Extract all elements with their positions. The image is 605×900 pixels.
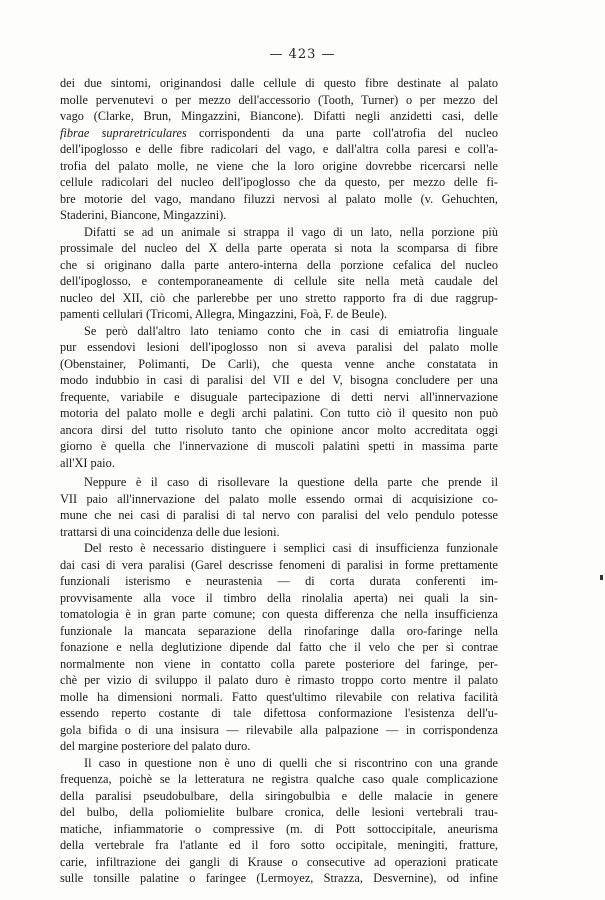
text-line: Del resto è necessario distinguere i semplici casi di insufficienza funzionale	[84, 541, 498, 555]
text-line: del bulbo, della poliomielite bulbare cronica, delle lesioni vertebrali trau-	[60, 805, 498, 819]
text-line: all'XI paio.	[60, 455, 115, 470]
text-line: Neppure è il caso di risollevare la questione della parte che prende il	[84, 475, 498, 489]
text-line: frequente, variabile e disuguale partecipazione di detti nervi all'innervazione	[60, 389, 498, 404]
text-line: della vertebrale fra l'atlante ed il foro sotto occipitale, meningiti, fratture,	[60, 838, 498, 852]
body-text	[60, 75, 498, 887]
text-line: carie, infiltrazione dei gangli di Krause o consecutive ad operazioni praticate	[60, 854, 498, 869]
text-line: sulle tonsille palatine o faringee (Lermoyez, Strazza, Desvernine), od infine	[60, 871, 498, 885]
text-line: frequenza, poichè se la letteratura ne registra qualche caso quale complicazione	[60, 772, 498, 786]
text-line: provvisamente alla voce il timbro della rinolalia aperta) nei quali la sin-	[60, 590, 498, 605]
text-line: che si originano dalla parte antero-interna della porzione cefalica del nucleo	[60, 257, 498, 272]
text-line: funzionali isterismo e neurastenia — di corta durata conferenti im-	[60, 574, 498, 588]
text-line: trofia del palato molle, ne viene che la loro origine dovrebbe ricercarsi nelle	[60, 158, 498, 173]
text-line: tomatologia è in gran parte comune; con questa differenza che nella insufficienza	[60, 607, 498, 621]
text-line: prossimale del nucleo del X della parte operata si nota la scomparsa di fibre	[60, 241, 498, 255]
text-line: chè per vizio di sviluppo il palato duro è rimasto troppo corto mentre il palato	[60, 673, 498, 687]
text-line: Difatti se ad un animale si strappa il vago di un lato, nella porzione più	[84, 224, 498, 239]
text-line: molle ha dimensioni normali. Fatto quest'ultimo rilevabile con relativa facilità	[60, 689, 498, 704]
text-line: ancora dirsi del tutto risoluto tanto che opinione ancor molto accreditata oggi	[60, 422, 498, 437]
text-line: normalmente non viene in contatto colla parete posteriore del faringe, per-	[60, 656, 498, 671]
text-line: vago (Clarke, Brun, Mingazzini, Biancone). Difatti negli anzidetti casi, delle	[60, 109, 498, 123]
text-line: bre motorie del vago, mandano filuzzi nervosi al palato molle (v. Gehuchten,	[60, 191, 498, 206]
text-line: della paralisi pseudobulbare, della siringobulbia e delle malacie in genere	[60, 788, 498, 803]
text-line: Se però dall'altro lato teniamo conto che in casi di emiatrofia linguale	[84, 323, 498, 338]
text-line: nucleo del XII, ciò che parlerebbe per uno stretto rapporto fra di due raggrup-	[60, 290, 498, 305]
text-line: dai casi di vera paralisi (Garel descrisse fenomeni di paralisi in forme prettamente	[60, 557, 498, 572]
text-line: modo indubbio in casi di paralisi del VII e del V, bisogna concludere per una	[60, 373, 498, 387]
text-line: Il caso in questione non è uno di quelli che si riscontrino con una grande	[84, 755, 498, 770]
text-line: pur essendovi lesioni dell'ipoglosso non si aveva paralisi del palato molle	[60, 340, 498, 354]
text-line: Staderini, Biancone, Mingazzini).	[60, 208, 227, 222]
text-line: VII paio all'innervazione del palato molle essendo ormai di acquisizione co-	[60, 491, 498, 506]
text-line: gola bifida o di una insisura — rilevabile alla palpazione — in corrispondenza	[60, 722, 498, 737]
text-line: mune che nei casi di paralisi di tal nervo con paralisi del velo pendulo potesse	[60, 508, 498, 522]
text-line: (Obenstainer, Polimanti, De Carli), che questa venne anche constatata in	[60, 356, 498, 371]
text-line: essendo reperto costante di tale difettosa conformazione l'esistenza dell'u-	[60, 706, 498, 720]
page-number: — 423 —	[269, 47, 336, 62]
margin-mark	[600, 575, 603, 580]
text-line: dell'ipoglosso, e contemporaneamente di cellule site nella metà caudale del	[60, 274, 498, 288]
text-line: matiche, infiammatorie o compressive (m. di Pott sottoccipitale, aneurisma	[60, 821, 498, 836]
text-line: dell'ipoglosso e delle fibre radicolari del vago, e dall'altra colla paresi e coll'a-	[60, 142, 498, 156]
text-line: fibrae supraretriculares corrispondenti da una parte coll'atrofia del nucleo	[60, 125, 498, 140]
text-line: fonazione e nella deglutizione dipende dal fatto che il velo che per sì contrae	[60, 640, 498, 654]
text-line: trattarsi di una coincidenza delle due lesioni.	[60, 524, 280, 539]
text-line: pamenti cellulari (Tricomi, Allegra, Mingazzini, Foà, F. de Beule).	[60, 307, 388, 321]
text-line: del margine posteriore del palato duro.	[60, 739, 251, 753]
text-line: dei due sintomi, originandosi dalle cellule di questo fibre destinate al palato	[60, 76, 498, 90]
text-line: giorno è quella che l'innervazione di muscoli palatini spetti in massima parte	[60, 439, 498, 453]
text-line: motoria del palato molle e degli archi palatini. Con tutto ciò il quesito non può	[60, 406, 498, 420]
text-line: molle pervenutevi o per mezzo dell'accessorio (Tooth, Turner) o per mezzo del	[60, 92, 498, 107]
text-line: funzionale la mancata separazione della rinofaringe dalla oro-faringe nella	[60, 623, 498, 638]
text-line: cellule radicolari del nucleo dell'ipoglosso che da questo, per mezzo delle fi-	[60, 175, 498, 189]
